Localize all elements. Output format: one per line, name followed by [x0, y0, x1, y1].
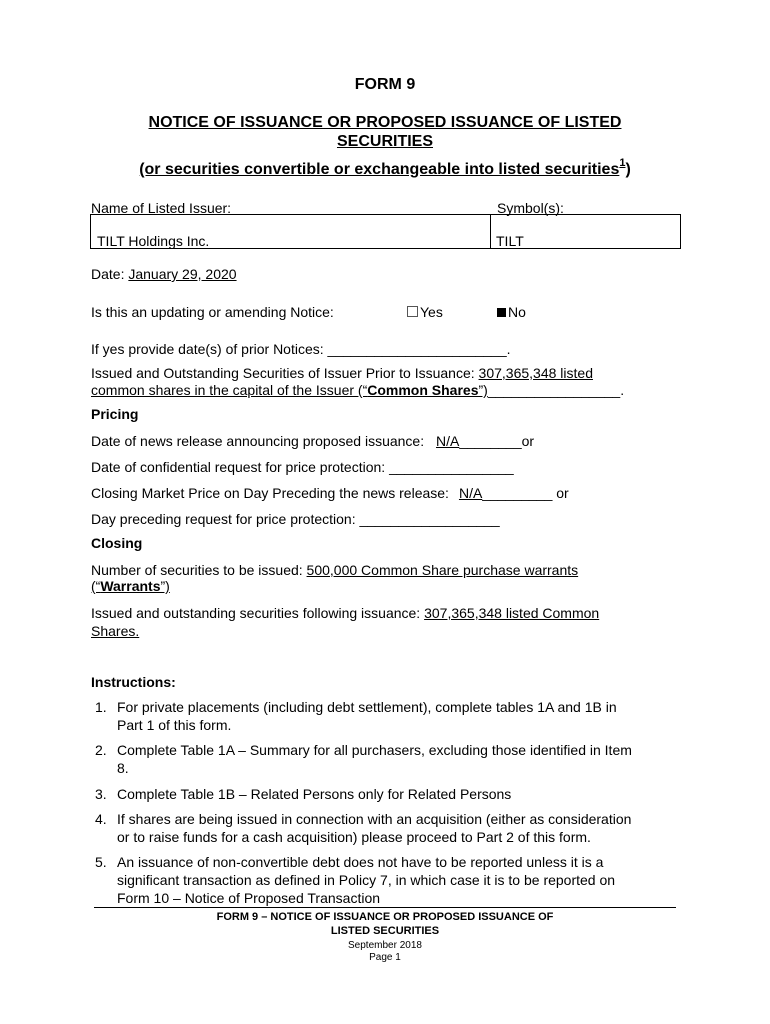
no-checkbox-checked[interactable] — [497, 308, 506, 317]
instruction-1-num: 1. — [95, 699, 107, 715]
yes-checkbox[interactable] — [407, 306, 418, 317]
prior-notices-end: . — [506, 341, 511, 357]
closing-price-label: Closing Market Price on Day Preceding the news release: — [91, 485, 449, 501]
instruction-1-line2: Part 1 of this form. — [117, 717, 232, 733]
closing-price-row — [91, 485, 569, 501]
number-securities-row — [91, 562, 578, 578]
closing-price-or: or — [556, 485, 569, 501]
instructions-heading: Instructions: — [91, 674, 176, 690]
closing-price-blank: _________ — [482, 485, 553, 501]
prior-notices-label: If yes provide date(s) of prior Notices: — [91, 341, 324, 357]
issued-prior-label: Issued and Outstanding Securities of Issuer Prior to Issuance: — [91, 365, 475, 381]
instruction-5-num: 5. — [95, 854, 107, 870]
issued-prior-value-line2-start: common shares in the capital of the Issuer (“ — [91, 382, 368, 398]
day-preceding-row — [91, 511, 500, 527]
no-option[interactable] — [497, 304, 526, 320]
symbol-value: TILT — [496, 233, 524, 249]
confidential-row — [91, 459, 514, 475]
issuer-table-divider — [490, 214, 491, 248]
instruction-1-line1: For private placements (including debt settlement), complete tables 1A and 1B in — [117, 699, 617, 715]
news-release-value: N/A — [436, 433, 460, 449]
confidential-blank: ________________ — [389, 459, 514, 475]
instruction-2-num: 2. — [95, 742, 107, 758]
day-preceding-label: Day preceding request for price protection: — [91, 511, 356, 527]
subtitle-close: ) — [625, 161, 631, 178]
issuer-table-top-border — [91, 214, 680, 215]
issued-prior-blank: _________________ — [487, 382, 621, 398]
following-value: 307,365,348 listed Common — [424, 605, 600, 621]
issued-prior-end: . — [620, 382, 625, 398]
subtitle-text: (or securities convertible or exchangeable into listed securities — [139, 161, 620, 178]
instruction-3-line1: Complete Table 1B – Related Persons only for Related Persons — [117, 786, 512, 802]
news-release-row — [91, 433, 534, 449]
date-row — [91, 266, 255, 282]
footer-rule — [94, 907, 676, 908]
instruction-2-line2: 8. — [117, 760, 129, 776]
closing-heading: Closing — [91, 535, 143, 551]
following-row — [91, 605, 599, 621]
footer-page: Page 1 — [369, 952, 401, 963]
pricing-heading: Pricing — [91, 406, 139, 422]
news-release-or: or — [521, 433, 535, 449]
instruction-5-line2: significant transaction as defined in Policy 7, in which case it is to be reported on — [117, 872, 616, 888]
news-release-label: Date of news release announcing proposed issuance: — [91, 433, 425, 449]
instruction-3-num: 3. — [95, 786, 107, 802]
footer-title-line2: LISTED SECURITIES — [330, 925, 440, 937]
issued-prior-value-line2-bold: Common Shares — [367, 382, 479, 398]
number-line2-bold: Warrants — [100, 578, 161, 594]
issued-prior-value: 307,365,348 listed — [478, 365, 593, 381]
day-preceding-blank: __________________ — [359, 511, 500, 527]
no-label: No — [508, 304, 526, 320]
instruction-5-line3: Form 10 – Notice of Proposed Transaction — [117, 890, 381, 906]
number-securities-line2 — [91, 578, 170, 594]
number-line2-start: (“ — [91, 578, 101, 594]
yes-label: Yes — [420, 304, 443, 320]
date-value: January 29, 2020 — [128, 266, 237, 282]
prior-notices-row — [91, 341, 511, 357]
issuer-name-label: Name of Listed Issuer: — [91, 200, 232, 216]
number-securities-label: Number of securities to be issued: — [91, 562, 303, 578]
closing-price-value: N/A — [458, 485, 483, 501]
date-label: Date: — [91, 266, 125, 282]
footer-title-line1: FORM 9 – NOTICE OF ISSUANCE OR PROPOSED ISSUANCE OF — [216, 911, 554, 923]
news-release-blank: ________ — [459, 433, 522, 449]
number-securities-value: 500,000 Common Share purchase warrants — [306, 562, 579, 578]
issued-prior-value-line2-end: ”) — [478, 382, 488, 398]
instruction-4-line2: or to raise funds for a cash acquisition) please proceed to Part 2 of this form. — [117, 829, 591, 845]
issued-prior-line1 — [91, 365, 593, 381]
symbol-label: Symbol(s): — [497, 200, 564, 216]
footer-date: September 2018 — [348, 940, 422, 951]
issuer-name-value: TILT Holdings Inc. — [97, 233, 210, 249]
notice-title-line1: NOTICE OF ISSUANCE OR PROPOSED ISSUANCE OF LISTED — [148, 114, 622, 131]
instruction-2-line1: Complete Table 1A – Summary for all purchasers, excluding those identified in Item — [117, 742, 632, 758]
subtitle — [0, 157, 770, 179]
following-label: Issued and outstanding securities following issuance: — [91, 605, 421, 621]
instruction-4-line1: If shares are being issued in connection with an acquisition (either as consideration — [117, 811, 632, 827]
instruction-5-line1: An issuance of non-convertible debt does not have to be reported unless it is a — [117, 854, 604, 870]
notice-title-line2: SECURITIES — [336, 133, 433, 150]
following-value-line2: Shares. — [91, 623, 140, 639]
confidential-label: Date of confidential request for price protection: — [91, 459, 386, 475]
prior-notices-blank[interactable]: _______________________ — [327, 341, 507, 357]
issued-prior-line2 — [91, 382, 624, 398]
form-title: FORM 9 — [354, 76, 416, 93]
amending-question: Is this an updating or amending Notice: — [91, 304, 334, 320]
yes-option[interactable] — [407, 304, 443, 320]
instruction-4-num: 4. — [95, 811, 107, 827]
footnote-ref: 1 — [619, 157, 626, 169]
number-line2-end: ”) — [160, 578, 170, 594]
